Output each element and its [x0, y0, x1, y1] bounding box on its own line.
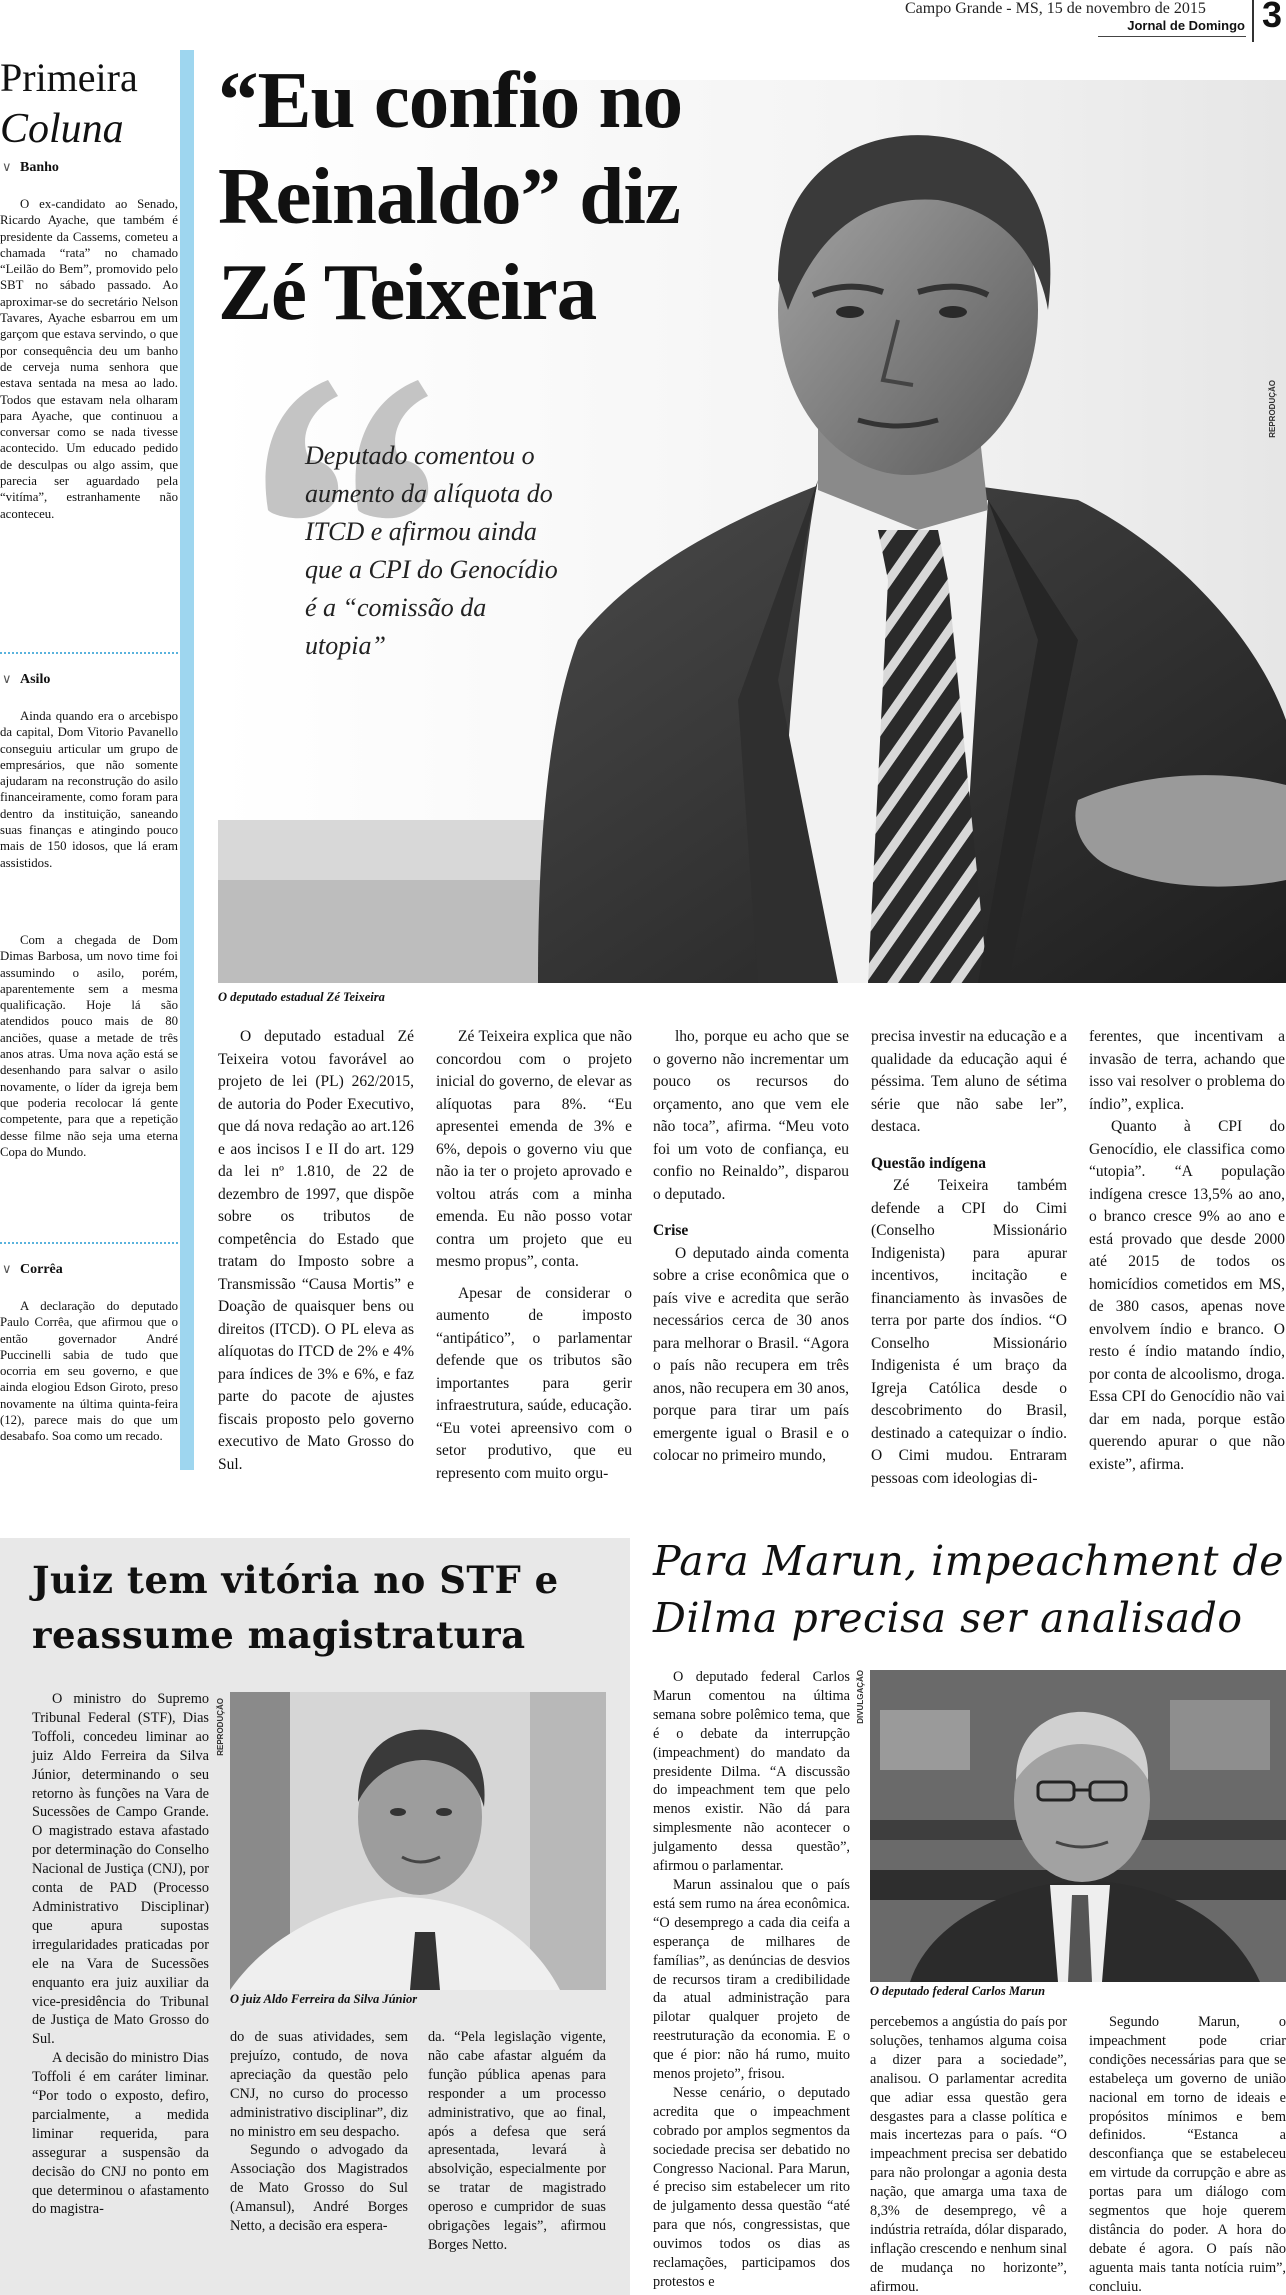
paragraph: Segundo Marun, o impeachment pode criar condições necessárias para que se estabeleça um governo de união nacional em torno de ideais e propósitos mínimos e bem definidos. “Estanca a desconfiança que se estabeleceu em virtude da corrupção e abre as portas para um diálogo com segmentos que hoje querem distância do poder. A hora do debate é agora. O país não aguenta mais tanta notícia ruim”, concluiu. — [1089, 2014, 1286, 2295]
sidebar-divider — [0, 1242, 178, 1244]
header-divider — [1252, 0, 1254, 42]
right-story-column-1 — [653, 1668, 850, 2292]
chevron-down-icon: ∨ — [2, 1262, 12, 1277]
sidebar-item-title: Asilo — [20, 672, 51, 687]
photo-caption: O deputado federal Carlos Marun — [870, 1984, 1046, 1998]
article-column-1 — [218, 1026, 414, 1476]
page-number: 3 — [1262, 0, 1283, 35]
article-column-2 — [436, 1026, 632, 1485]
sidebar-divider — [0, 652, 178, 654]
article-column-5 — [1089, 1026, 1285, 1476]
paragraph: percebemos a angústia do país por soluções, tenhamos alguma coisa a dizer para a sociedade”, analisou. O parlamentar acredita que adiar essa questão gera desgastes para a classe política e mais incertezas para o país. “O impeachment precisa ser debatido para não prolongar a agonia desta nação, que amarga uma taxa de 8,3% de desemprego, vê a indústria retraída, dólar disparado, inflação crescendo e nenhum sinal de mudança no horizonte”, afirmou. — [870, 2014, 1067, 2295]
paragraph: O deputado ainda comenta sobre a crise econômica que o país vive e acredita que serão necessários cerca de 30 anos para melhorar o Brasil. “Agora o país não recupera em três anos, não recupera em 30 anos, porque para tirar um país emergente igual o Brasil e o colocar no primeiro mundo, — [653, 1244, 849, 1464]
paragraph: Quanto à CPI do Genocídio, ele classifica como “utopia”. “A população indígena cresce 13,5% ao ano, o branco cresce 9% ao ano e está provado que desde 2000 até 2015 de todos os homicídios cometidos em MS, de 380 casos, apenas nove envolvem índio e branco. O resto é índio matando índio, por conta de alcoolismo, droga. Essa CPI do Genocídio não vai dar em nada, porque estão querendo apurar o que não existe”, afirma. — [1089, 1118, 1285, 1473]
photo-credit: DIVULGAÇÃO — [856, 1670, 865, 1724]
sidebar-title-line1: Primeira — [0, 55, 138, 100]
chevron-down-icon: ∨ — [2, 672, 12, 687]
sidebar-item-title: Banho — [20, 160, 59, 175]
right-story-column-3 — [1089, 2013, 1286, 2295]
paragraph: lho, porque eu acho que se o governo não incrementar um pouco os recursos do orçamento, ano que vem ele não toca”, afirma. “Meu voto foi um voto de confiança, eu confio no Reinaldo”, disparou o deputado. — [653, 1028, 849, 1203]
paragraph: O deputado federal Carlos Marun comentou na última semana sobre polêmico tema, que é o debate da interrupção (impeachment) do mandato da presidente Dilma. “A discussão do impeachment tem que pelo menos existir. Não dá para simplesmente não acontecer o julgamento dessa questão”, afirmou o parlamentar. — [653, 1669, 850, 1875]
paragraph: ferentes, que incentivam a invasão de terra, achando que isso vai resolver o problema do índio”, explica. — [1089, 1028, 1285, 1113]
paragraph: Marun assinalou que o país está sem rumo na área econômica. “O desemprego a cada dia ceifa a esperança de milhares de famílias”, as denúncias de desvios de recursos tiram a credibilidade da atual administração para pilotar qualquer projeto de reestruturação da economia. E o que é pior: não há rumo, muito menos projeto”, frisou. — [653, 1876, 850, 2083]
photo-caption: O juiz Aldo Ferreira da Silva Júnior — [230, 1992, 418, 2006]
paragraph: Zé Teixeira também defende a CPI do Cimi (Conselho Missionário Indigenista) para apurar incentivos, incitação e financiamento às invasões de terra por parte dos índios. “O Conselho Missionário Indigenista é um braço da Igreja Católica desde o descobrimento do Brasil, destinado a catequizar o índio. O Cimi mudou. Entraram pessoas com ideologias di- — [871, 1177, 1067, 1487]
sidebar-item-text: Com a chegada de Dom Dimas Barbosa, um novo time foi assumindo o asilo, porém, aparentemente sem a mesma qualificação. Hoje lá são atendidos pouco mais de 80 anciões, quase a metade de três anos atras. Uma nova ação está se desenhando para salvar o asilo novamente, o líder da igreja bem que poderia recolocar lá gente competente, para que a repetição desse filme não seja uma eterna Copa do Mundo. — [0, 933, 178, 1159]
paragraph: Segundo o advogado da Associação dos Magistrados de Mato Grosso do Sul (Amansul), André Borges Netto, a decisão era espera- — [230, 2142, 408, 2235]
subheading: Crise — [653, 1222, 689, 1239]
paragraph: Apesar de considerar o aumento de imposto “antipático”, o parlamentar defende que os tributos são importantes para gerir infraestrutura, saúde, educação. “Eu votei apreensivo com o setor produtivo, que eu represento com muito orgu- — [436, 1284, 632, 1482]
sidebar-title-line2: Coluna — [0, 106, 124, 152]
sidebar-accent-bar — [180, 50, 194, 1470]
paragraph: O deputado estadual Zé Teixeira votou favorável ao projeto de lei (PL) 262/2015, de autoria do Poder Executivo, que dá nova redação ao art.126 e aos incisos I e II do art. 129 da lei nº 1.810, de 22 de dezembro de 1997, que dispõe sobre os tributos de competência do Estado que tratam do Imposto sobre a Transmissão “Causa Mortis” e Doação de quaisquer bens ou direitos (ITCD). O PL eleva as alíquotas do ITCD de 2% e 4% para índices de 3% e 6%, e faz parte do pacote de ajustes fiscais proposto pelo governo executivo de Mato Grosso do Sul. — [218, 1028, 414, 1473]
subheading: Questão indígena — [871, 1154, 986, 1172]
left-story-headline: Juiz tem vitória no STF e reassume magistratura — [32, 1558, 559, 1657]
left-story-column-1 — [32, 1690, 209, 2219]
photo-credit: REPRODUÇÃO — [216, 1698, 225, 1756]
paragraph: Nesse cenário, o deputado acredita que o impeachment cobrado por amplos segmentos da sociedade precisa ser debatido no Congresso Nacional. Para Marun, é preciso sim estabelecer um rito de julgamento dessa questão “até para que nós, congressistas, que ouvimos todos os dias as reclamações, participamos dos protestos e — [653, 2084, 850, 2290]
issue-date: Campo Grande - MS, 15 de novembro de 2015 — [905, 0, 1206, 17]
left-story-column-3 — [428, 2028, 606, 2255]
right-story-column-2 — [870, 2013, 1067, 2295]
left-story-column-2 — [230, 2028, 408, 2236]
paragraph: O ministro do Supremo Tribunal Federal (STF), Dias Toffoli, concedeu liminar ao juiz Aldo Ferreira da Silva Júnior, determinando o seu retorno às funções na Vara de Sucessões de Campo Grande. O magistrado estava afastado por determinação do Conselho Nacional de Justiça (CNJ), por conta de PAD (Processo Administrativo Disciplinar) que apura supostas irregularidades praticadas por ele na Vara de Sucessões enquanto era juiz auxiliar da vice-presidência do Tribunal de Justiça de Mato Grosso do Sul. — [32, 1691, 209, 2048]
chevron-down-icon: ∨ — [2, 160, 12, 175]
sidebar-item-text: Ainda quando era o arcebispo da capital, Dom Vitorio Pavanello conseguiu articular um grupo de empresários, que não somente ajudaram na reconstrução do asilo financeiramente, como foram para dentro da instituição, saneando suas finanças e atingindo pouco mais de 150 idosos, que lá eram assistidos. — [0, 709, 178, 870]
header-rule — [1098, 36, 1246, 37]
paragraph: do de suas atividades, sem prejuízo, contudo, de nova apreciação da questão pelo CNJ, no curso do processo administrativo disciplinar”, diz no ministro em seu despacho. — [230, 2029, 408, 2140]
pull-quote: Deputado comentou o aumento da alíquota do ITCD e afirmou ainda que a CPI do Genocídio é a “comissão da utopia” — [305, 441, 558, 660]
paragraph: A decisão do ministro Dias Toffoli é em caráter liminar. “Por todo o exposto, defiro, parcialmente, a medida liminar requerida, para assegurar a suspensão da decisão do CNJ no ponto em que determinou o afastamento do magistra- — [32, 2050, 209, 2218]
article-column-3 — [653, 1026, 849, 1468]
article-column-4 — [871, 1026, 1067, 1490]
main-headline: “Eu confio no Reinaldo” diz Zé Teixeira — [218, 55, 683, 337]
photo-caption: O deputado estadual Zé Teixeira — [218, 990, 385, 1004]
judge-photo — [230, 1692, 606, 1990]
paragraph: da. “Pela legislação vigente, não cabe afastar alguém da função pública apenas para responder a um processo administrativo, que ao final, após a defesa que será apresentada, levará à absolvição, especialmente por se tratar de magistrado operoso e cumpridor de suas obrigações legais”, afirmou Borges Netto. — [428, 2029, 606, 2253]
marun-photo — [870, 1670, 1286, 1982]
right-story-headline: Para Marun, impeachment de Dilma precisa ser analisado — [653, 1537, 1285, 1642]
sidebar-item-text: A declaração do deputado Paulo Corrêa, que afirmou que o então governador André Puccinelli sabia de tudo que ocorria em seu governo, e que ainda elogiou Edson Giroto, preso novamente na última quinta-feira (12), parece mais do que um desabafo. Soa como um recado. — [0, 1299, 178, 1444]
paragraph: Zé Teixeira explica que não concordou com o projeto inicial do governo, de elevar as alíquotas para 8%. “Eu apresentei emenda de 3% e 6%, depois o governo viu que não ia ter o projeto aprovado e voltou atrás com a minha emenda. Eu não posso votar contra um projeto que eu mesmo propus”, conta. — [436, 1028, 632, 1270]
newspaper-name: Jornal de Domingo — [1127, 18, 1245, 33]
paragraph: precisa investir na educação e a qualidade da educação aqui é péssima. Tem aluno de sétima série que não sabe ler”, destaca. — [871, 1028, 1067, 1135]
sidebar-item-title: Corrêa — [20, 1262, 63, 1277]
photo-credit: REPRODUÇÃO — [1268, 380, 1277, 438]
sidebar-item-text: O ex-candidato ao Senado, Ricardo Ayache, que também é presidente da Cassems, cometeu a chamada “rata” no chamado “Leilão do Bem”, promovido pelo SBT no sábado passado. Ao aproximar-se do secretário Nelson Tavares, Ayache esbarrou em um garçom que estava servindo, o que por consequência deu um banho de cerveja numa senhora que estava sentada na mesa ao lado. Todos que estavam nela olharam para Ayache, que continuou a conversar como se nada tivesse acontecido. Um educado pedido de desculpas ou algo assim, que parecia ser aguardado pela “vitíma”, estranhamente não aconteceu. — [0, 197, 178, 521]
